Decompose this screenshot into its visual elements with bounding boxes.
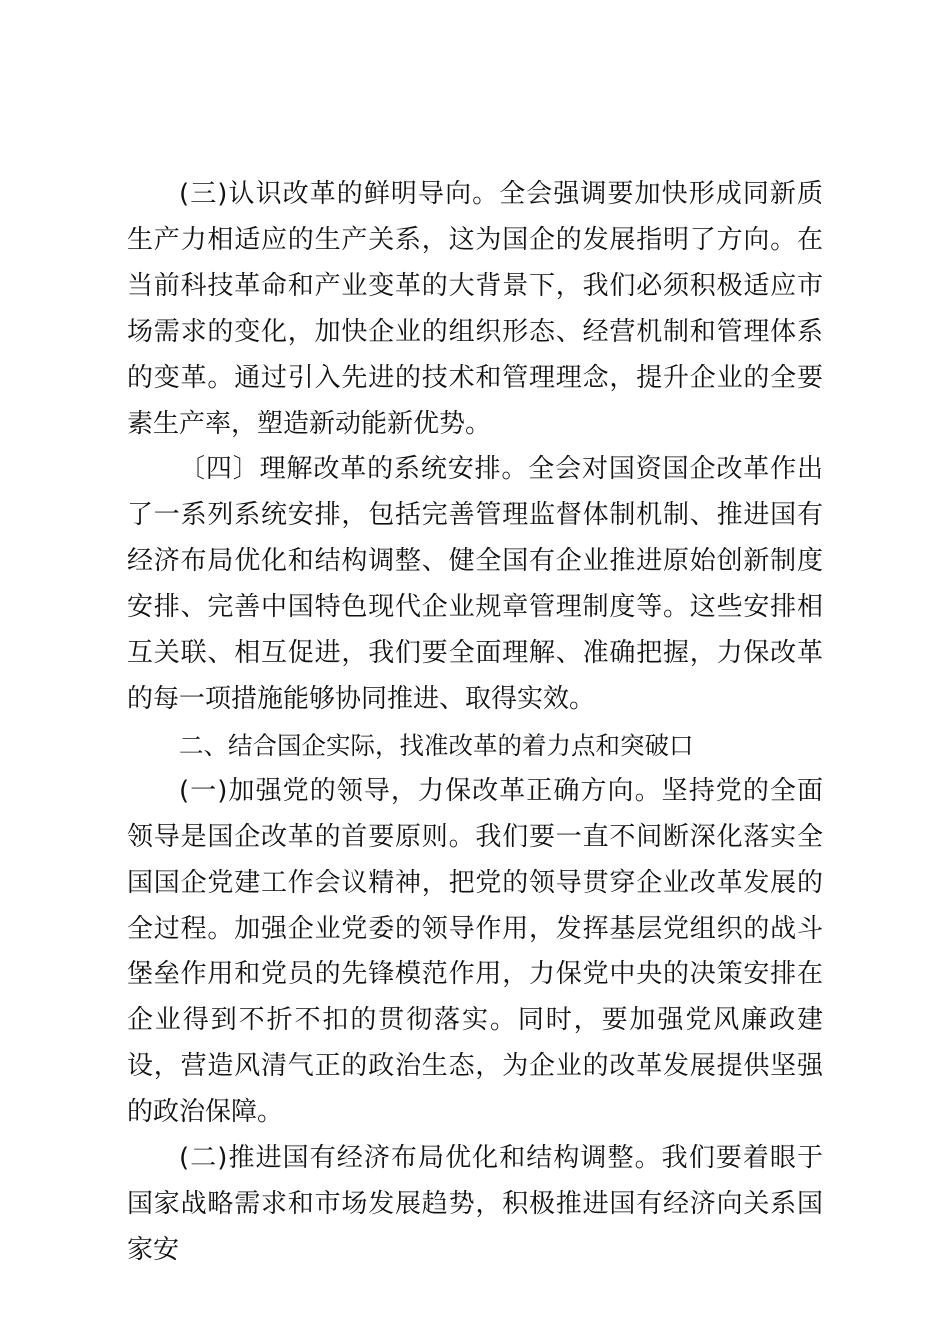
paragraph-subsection-2: (二)推进国有经济布局优化和结构调整。我们要着眼于国家战略需求和市场发展趋势，积极推进国有经济向关系国家安 bbox=[127, 1143, 823, 1265]
document-page bbox=[127, 172, 823, 1274]
section-heading-2: 二、结合国企实际，找准改革的着力点和突破口 bbox=[179, 730, 694, 760]
paragraph-section-3: (三)认识改革的鲜明导向。全会强调要加快形成同新质生产力相适应的生产关系，这为国企的发展指明了方向。在当前科技革命和产业变革的大背景下，我们必须积极适应市场需求的变化，加快企业的组织形态、经营机制和管理体系的变革。通过引入先进的技术和管理理念，提升企业的全要素生产率，塑造新动能新优势。 bbox=[127, 179, 823, 439]
paragraph-section-4: 〔四〕理解改革的系统安排。全会对国资国企改革作出了一系列系统安排，包括完善管理监督体制机制、推进国有经济布局优化和结构调整、健全国有企业推进原始创新制度安排、完善中国特色现代企业规章管理制度等。这些安排相互关联、相互促进，我们要全面理解、准确把握，力保改革的每一项措施能够协同推进、取得实效。 bbox=[127, 454, 823, 714]
paragraph-subsection-1: (一)加强党的领导，力保改革正确方向。坚持党的全面领导是国企改革的首要原则。我们要一直不间断深化落实全国国企党建工作会议精神，把党的领导贯穿企业改革发展的全过程。加强企业党委的领导作用，发挥基层党组织的战斗堡垒作用和党员的先锋模范作用，力保党中央的决策安排在企业得到不折不扣的贯彻落实。同时，要加强党风廉政建设，营造风清气正的政治生态，为企业的改革发展提供坚强的政治保障。 bbox=[127, 775, 823, 1128]
